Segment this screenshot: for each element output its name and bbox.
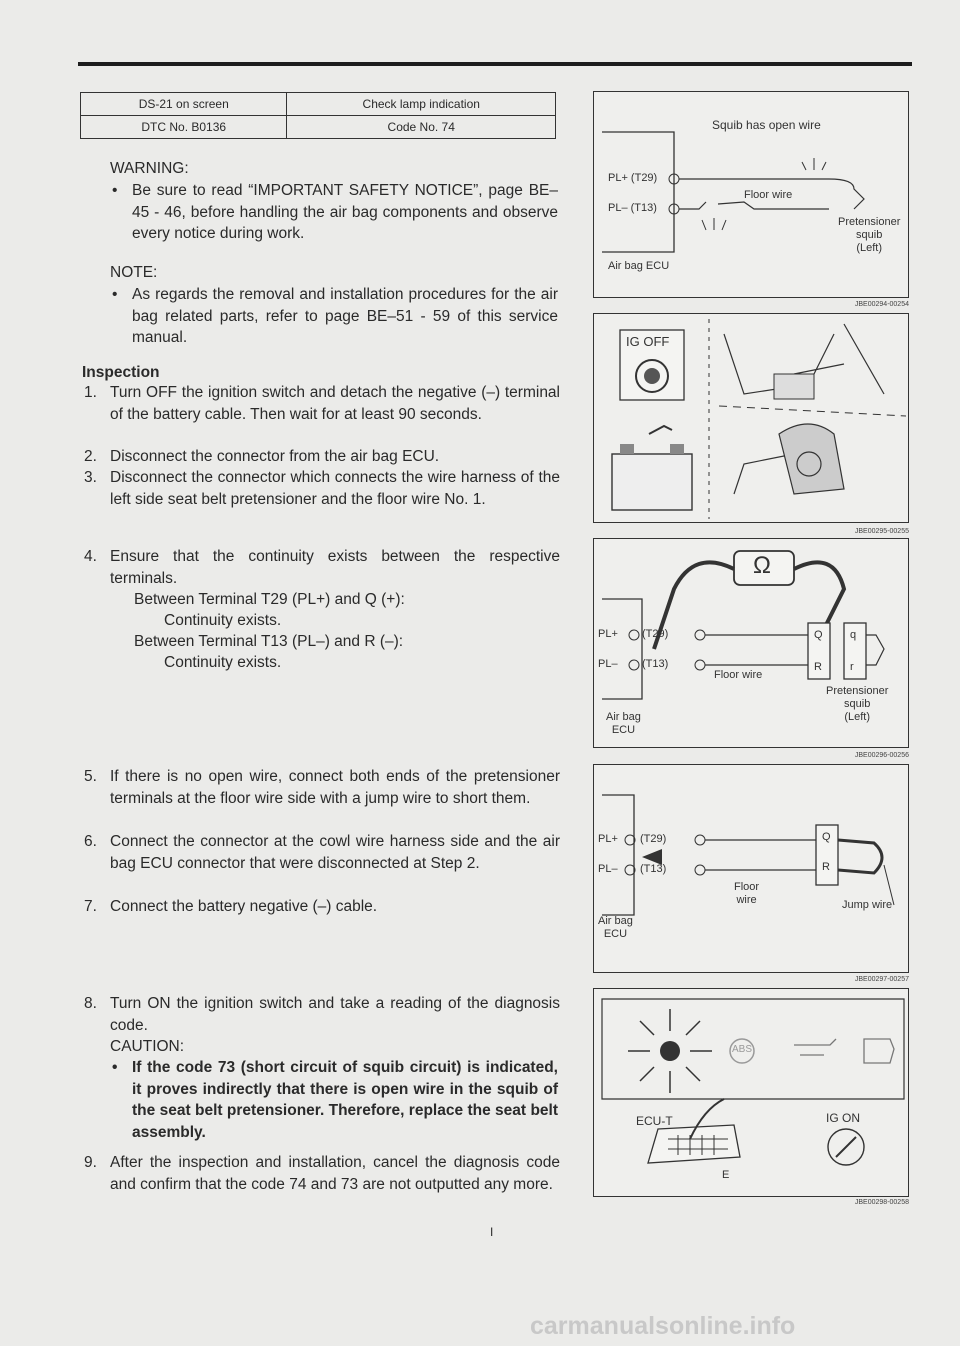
ig-on-label: IG ON — [826, 1111, 861, 1125]
ohm-icon: Ω — [753, 552, 771, 579]
warning-text: Be sure to read “IMPORTANT SAFETY NOTICE”, page BE–45 - 46, before handling the air bag components and observe every notice during work. — [132, 182, 558, 242]
page-number: I — [490, 1225, 494, 1239]
inspection-title: Inspection — [82, 364, 160, 381]
table-row — [81, 116, 556, 139]
step4-line: Between Terminal T29 (PL+) and Q (+): — [134, 591, 405, 608]
figure-continuity — [593, 538, 909, 748]
step-text: Connect the connector at the cowl wire harness side and the air bag ECU connector that were disconnected at Step 2. — [110, 833, 560, 872]
table-cell: Check lamp indication — [287, 93, 556, 116]
watermark: carmanualsonline.info — [530, 1312, 796, 1340]
step-number: 7. — [84, 898, 97, 915]
table-cell: DS-21 on screen — [81, 93, 287, 116]
step-text: Disconnect the connector from the air bag ECU. — [110, 448, 440, 465]
step-number: 4. — [84, 548, 97, 565]
t13-label: (T13) — [640, 863, 667, 875]
step4-line: Between Terminal T13 (PL–) and R (–): — [134, 633, 404, 650]
figure-code: JBE00295-00255 — [854, 528, 909, 535]
step-text: After the inspection and installation, cancel the diagnosis code and confirm that the code 74 and 73 are not outputted any more. — [110, 1154, 560, 1193]
figure-diagnosis — [593, 988, 909, 1197]
ecu-label: Air bag ECU — [608, 260, 670, 272]
pl-minus-label: PL– — [598, 658, 618, 670]
ecu-label: Air bag ECU — [606, 711, 641, 736]
ig-off-label: IG OFF — [626, 334, 670, 349]
step-text: Turn ON the ignition switch and take a reading of the diagnosis code. — [110, 995, 560, 1034]
step-number: 1. — [84, 384, 97, 401]
figure-title: Squib has open wire — [712, 118, 821, 132]
step-number: 3. — [84, 469, 97, 486]
terminal-R: R — [822, 861, 830, 873]
diagnosis-illustration — [594, 989, 908, 1196]
pl-plus-label: PL+ (T29) — [608, 172, 658, 184]
step4-line: Continuity exists. — [164, 654, 282, 671]
warning-title: WARNING: — [110, 160, 189, 177]
figure-jump-wire — [593, 764, 909, 973]
t29-label: (T29) — [640, 833, 667, 845]
t13-label: (T13) — [642, 658, 669, 670]
abs-icon: ABS — [732, 1044, 753, 1055]
step-text: Ensure that the continuity exists between the respective terminals. — [110, 548, 560, 587]
figure-code: JBE00298-00258 — [854, 1199, 909, 1206]
terminal-q: q — [850, 629, 857, 641]
step-text: Connect the battery negative (–) cable. — [110, 898, 378, 915]
figure-ig-off — [593, 313, 909, 523]
figure-code: JBE00297-00257 — [854, 976, 909, 983]
bullet-dot: • — [112, 182, 118, 199]
table-row — [81, 93, 556, 116]
floor-wire-label: Floor wire — [744, 189, 793, 201]
table-cell: DTC No. B0136 — [81, 116, 287, 139]
terminal-Q: Q — [822, 831, 831, 843]
note-text: As regards the removal and installation procedures for the air bag related parts, refer to page BE–51 - 59 of this service manual. — [132, 286, 558, 346]
terminal-R: R — [814, 661, 822, 673]
dtc-table — [80, 92, 556, 139]
t29-label: (T29) — [642, 628, 669, 640]
terminal-Q: Q — [814, 629, 823, 641]
floor-wire-label: Floor wire — [734, 881, 760, 906]
step-number: 2. — [84, 448, 97, 465]
note-title: NOTE: — [110, 264, 158, 281]
pretensioner-label: Pretensioner squib (Left) — [826, 685, 889, 723]
ecu-t-label: ECU-T — [636, 1114, 673, 1128]
step-text: Turn OFF the ignition switch and detach the negative (–) terminal of the battery cable. Then wait for at least 90 seconds. — [110, 384, 560, 423]
step-number: 8. — [84, 995, 97, 1012]
pretensioner-label: Pretensioner squib (Left) — [838, 216, 901, 254]
figure-code: JBE00296-00256 — [854, 752, 909, 759]
step4-line: Continuity exists. — [164, 612, 282, 629]
terminal-r: r — [850, 661, 854, 673]
figure-open-wire — [593, 91, 909, 298]
jump-wire-label: Jump wire — [842, 899, 893, 911]
floor-wire-label: Floor wire — [714, 669, 763, 681]
figure-code: JBE00294-00254 — [854, 301, 909, 308]
bullet-dot: • — [112, 1059, 118, 1076]
step-number: 6. — [84, 833, 97, 850]
step-number: 9. — [84, 1154, 97, 1171]
pl-plus-label: PL+ — [598, 628, 618, 640]
e-label: E — [722, 1169, 730, 1181]
caution-title: CAUTION: — [110, 1038, 185, 1055]
pl-plus-label: PL+ — [598, 833, 618, 845]
pl-minus-label: PL– — [598, 863, 618, 875]
ecu-label: Air bag ECU — [598, 915, 633, 940]
bullet-dot: • — [112, 286, 118, 303]
step-number: 5. — [84, 768, 97, 785]
table-cell: Code No. 74 — [287, 116, 556, 139]
step-text: If there is no open wire, connect both ends of the pretensioner terminals at the floor wire side with a jump wire to short them. — [110, 768, 560, 807]
step-text: Disconnect the connector which connects the wire harness of the left side seat belt pretensioner and the floor wire No. 1. — [110, 469, 560, 508]
pl-minus-label: PL– (T13) — [608, 202, 657, 214]
top-rule — [78, 62, 912, 66]
caution-text: If the code 73 (short circuit of squib circuit) is indicated, it proves indirectly that there is open wire in the squib of the seat belt pretensioner. Therefore, replace the seat belt assembly. — [132, 1059, 558, 1141]
